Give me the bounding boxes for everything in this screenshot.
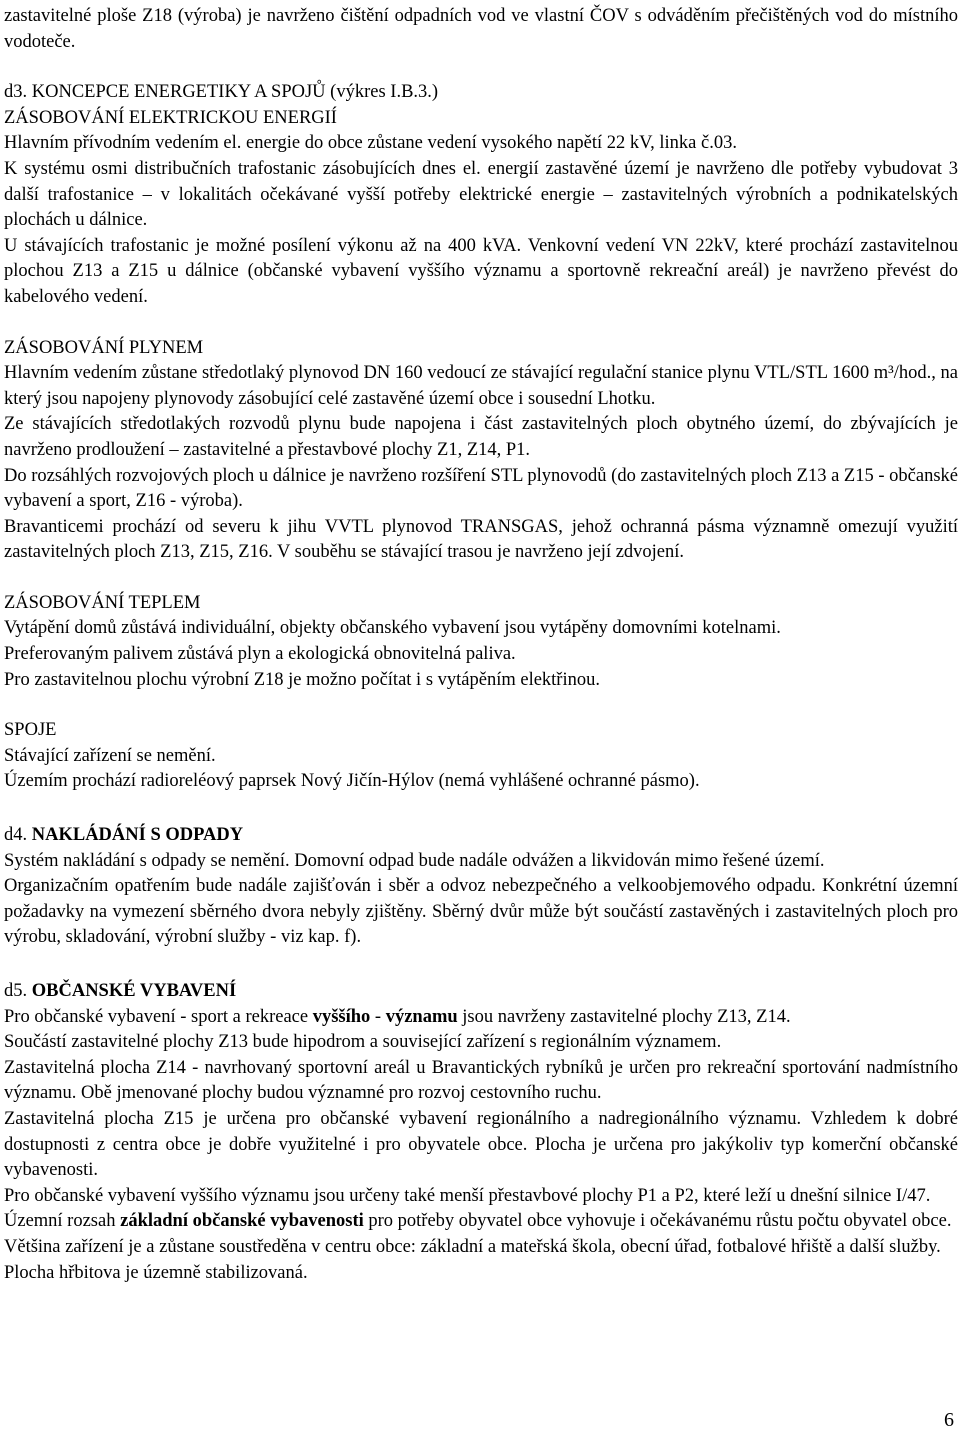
civic-p6-text-c: pro potřeby obyvatel obce vyhovuje i očekávanému růstu počtu obyvatel obce. [363, 1211, 952, 1232]
civic-paragraph-4: Zastavitelná plocha Z15 je určena pro občanské vybavení regionálního a nadregionálního významu. Vzhledem k dobré dostupnosti z centra obce je dobře využitelné i pro obyvatele obce. Plocha je určena pro jakýkoliv typ komerční občanské vybavenosti. [4, 1108, 958, 1181]
electric-paragraph-2: K systému osmi distribučních trafostanic zásobujících dnes el. energií zastavěné území je navrženo dle potřeby vybudovat 3 další trafostanice – v lokalitách očekávané vyšší potřeby elektrické energie – zastavitelných výrobních a podnikatelských plochách u dálnice. [4, 158, 958, 231]
section-d4-title: NAKLÁDÁNÍ S ODPADY [31, 825, 244, 846]
gas-paragraph-2: Ze stávajících středotlakých rozvodů plynu bude napojena i část zastavitelných ploch obytného území, do zbývajících je navrženo prodloužení – zastavitelné a přestavbové plochy Z1, Z14, P1. [4, 414, 958, 460]
civic-paragraph-1 [4, 1005, 958, 1031]
civic-p1-text-a: Pro občanské vybavení - sport a rekreace [4, 1006, 313, 1027]
section-d5-number: d5. [4, 981, 28, 1001]
spoje-paragraph-2: Územím prochází radioreléový paprsek Nový Jičín-Hýlov (nemá vyhlášené ochranné pásmo). [4, 771, 700, 792]
heat-paragraph-2: Preferovaným palivem zůstává plyn a ekologická obnovitelná paliva. [4, 644, 516, 665]
section-d5-heading [4, 979, 958, 1005]
civic-paragraph-2: Součástí zastavitelné plochy Z13 bude hipodrom a související zařízení s regionálním významem. [4, 1032, 722, 1053]
civic-p6-text-a: Územní rozsah [4, 1211, 121, 1232]
page-number: 6 [944, 1409, 954, 1431]
civic-paragraph-5: Pro občanské vybavení vyššího významu jsou určeny také menší přestavbové plochy P1 a P2, které leží u dnešní silnice I/47. [4, 1185, 931, 1206]
civic-p1-text-c: jsou navrženy zastavitelné plochy Z13, Z14. [457, 1006, 791, 1027]
civic-p1-bold-2: významu [385, 1006, 458, 1027]
civic-paragraph-7: Většina zařízení je a zůstane soustředěna v centru obce: základní a mateřská škola, obecní úřad, fotbalové hřiště a další služby. [4, 1236, 941, 1257]
electric-paragraph-3: U stávajících trafostanic je možné posílení výkonu až na 400 kVA. Venkovní vedení VN 22kV, které prochází zastavitelnou plochou Z13 a Z15 u dálnice (občanské vybavení vyššího významu a sportovně rekreační areál) je navrženo převést do kabelového vedení. [4, 235, 958, 307]
gas-paragraph-4: Bravanticemi prochází od severu k jihu VVTL plynovod TRANSGAS, jehož ochranná pásma významně omezují využití zastavitelných ploch Z13, Z15, Z16. V souběhu se stávající trasou je navrženo její zdvojení. [4, 516, 958, 563]
section-d4-number: d4. [4, 825, 28, 846]
heat-title: ZÁSOBOVÁNÍ TEPLEM [4, 592, 201, 613]
section-d5-title: OBČANSKÉ VYBAVENÍ [31, 981, 237, 1001]
civic-paragraph-8: Plocha hřbitova je územně stabilizovaná. [4, 1262, 308, 1283]
civic-p6-bold: základní občanské vybavenosti [120, 1211, 364, 1232]
electric-paragraph-1: Hlavním přívodním vedením el. energie do obce zůstane vedení vysokého napětí 22 kV, linka č.03. [4, 133, 737, 154]
spoje-paragraph-1: Stávající zařízení se nemění. [4, 745, 216, 766]
spoje-title: SPOJE [4, 720, 57, 741]
section-d4-heading [4, 823, 958, 849]
intro-paragraph: zastavitelné ploše Z18 (výroba) je navrženo čištění odpadních vod ve vlastní ČOV s odváděním přečištěných vod do místního vodoteče. [4, 6, 958, 52]
civic-p1-text-mid: - [370, 1006, 386, 1027]
gas-paragraph-1: Hlavním vedením zůstane středotlaký plynovod DN 160 vedoucí ze stávající regulační stanice plynu VTL/STL 1600 m³/hod., na který jsou napojeny plynovody zásobující celé zastavěné území obce i sousední Lhotku. [4, 363, 958, 409]
civic-paragraph-3: Zastavitelná plocha Z14 - navrhovaný sportovní areál u Bravantických rybníků je určen pro rekreační sportování nadmístního významu. Obě jmenované plochy budou významné pro rozvoj cestovního ruchu. [4, 1057, 958, 1104]
heat-paragraph-3: Pro zastavitelnou plochu výrobní Z18 je možno počítat i s vytápěním elektřinou. [4, 669, 600, 690]
waste-paragraph-2: Organizačním opatřením bude nadále zajišťován i sběr a odvoz nebezpečného a velkoobjemového odpadu. Konkrétní územní požadavky na vymezení sběrného dvora nebyly zjištěny. Sběrný dvůr může být součástí zastavěných i zastavitelných ploch pro výrobu, skladování, výrobní služby - viz kap. f). [4, 876, 958, 948]
electric-title: ZÁSOBOVÁNÍ ELEKTRICKOU ENERGIÍ [4, 107, 337, 128]
section-d3-heading: d3. KONCEPCE ENERGETIKY A SPOJŮ (výkres I.B.3.) [4, 82, 439, 103]
heat-paragraph-1: Vytápění domů zůstává individuální, objekty občanského vybavení jsou vytápěny domovními kotelnami. [4, 618, 781, 639]
document-page [4, 4, 958, 1286]
waste-paragraph-1: Systém nakládání s odpady se nemění. Domovní odpad bude nadále odvážen a likvidován mimo řešené území. [4, 850, 825, 871]
civic-p1-bold-1: vyššího [312, 1006, 371, 1027]
civic-paragraph-6 [4, 1209, 958, 1235]
gas-paragraph-3: Do rozsáhlých rozvojových ploch u dálnice je navrženo rozšíření STL plynovodů (do zastavitelných ploch Z13 a Z15 - občanské vybavení a sport, Z16 - výroba). [4, 465, 958, 512]
gas-title: ZÁSOBOVÁNÍ PLYNEM [4, 337, 204, 358]
